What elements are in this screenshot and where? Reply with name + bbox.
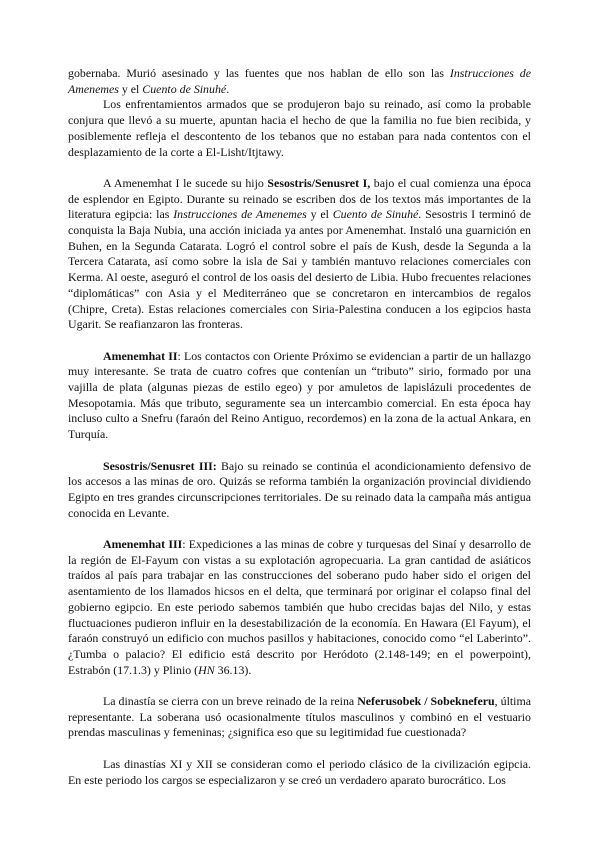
italic-title-sinuhe: Cuento de Sinuhé bbox=[142, 81, 227, 96]
italic-title-instrucciones: Instrucciones de Amenemes bbox=[173, 207, 307, 222]
document-page bbox=[68, 66, 531, 788]
italic-abbrev-hn: HN bbox=[198, 662, 215, 677]
paragraph-p2 bbox=[68, 97, 531, 160]
text-run: Las dinastías XI y XII se consideran como el periodo clásico de la civilización egipcia. En este periodo los cargos se especializaron y se creó un verdadero aparato burocrático. Los bbox=[68, 756, 531, 787]
paragraph-p7 bbox=[68, 694, 531, 741]
paragraph-p6 bbox=[68, 537, 531, 678]
paragraph-p3 bbox=[68, 176, 531, 333]
italic-title-sinuhe: Cuento de Sinuhé bbox=[332, 207, 419, 222]
text-run: y el bbox=[306, 207, 333, 222]
text-run: 36.13). bbox=[214, 662, 252, 677]
paragraph-p5 bbox=[68, 459, 531, 522]
bold-name-neferusobek: Neferusobek / Sobekneferu bbox=[357, 694, 495, 709]
text-run: La dinastía se cierra con un breve reinado de la reina bbox=[103, 694, 358, 709]
italic-title-instrucciones: Instrucciones de Amenemes bbox=[68, 66, 531, 96]
paragraph-p1 bbox=[68, 66, 531, 97]
text-run: bajo el cual comienza una época de esplendor en Egipto. Durante su reinado se escriben dos de los textos más importantes de la literatura egipcia: las bbox=[68, 175, 532, 222]
text-run: A Amenemhat I le sucede su hijo bbox=[103, 175, 268, 190]
bold-name-sesostris-i: Sesostris/Senusret I, bbox=[267, 175, 371, 190]
bold-name-amenemhat-ii: Amenemhat II bbox=[103, 348, 178, 363]
text-run: : Los contactos con Oriente Próximo se evidencian a partir de un hallazgo muy interesante. Se trata de cuatro cofres que contenían un “tributo” sirio, formado por una vajilla de plata (algunas piezas de estilo egeo) y por amuletos de lapislázuli procedentes de Mesopotamia. Más que tributo, seguramente sea un intercambio comercial. En esta época hay incluso culto a Snefru (faraón del Reino Antiguo, recordemos) en la zona de la actual Ankara, en Turquía. bbox=[68, 348, 531, 442]
bold-name-amenemhat-iii: Amenemhat III bbox=[103, 537, 183, 552]
text-run: Bajo su reinado se continúa el acondicionamiento defensivo de los accesos a las minas de oro. Quizás se reforma también la organización provincial dividiendo Egipto en tres grandes circunscripciones territoriales. De su reinado data la campaña más antigua conocida en Levante. bbox=[68, 458, 531, 520]
text-run: Los enfrentamientos armados que se produjeron bajo su reinado, así como la probable conjura que llevó a su muerte, apuntan hacia el hecho de que la familia no fue bien recibida, y posiblemente refleja el descontento de los tebanos que no estaban para nada contentos con el desplazamiento de la corte a El-Lisht/Itjtawy. bbox=[68, 97, 531, 159]
text-run: . bbox=[226, 81, 230, 96]
text-run: gobernaba. Murió asesinado y las fuentes que nos hablan de ello son las bbox=[68, 66, 450, 80]
text-run: , última representante. La soberana usó ocasionalmente títulos masculinos y combinó en el vestuario prendas masculinas y femeninas; ¿significa eso que su legitimidad fue cuestionada? bbox=[68, 694, 532, 740]
paragraph-p4 bbox=[68, 349, 531, 443]
bold-name-sesostris-iii: Sesostris/Senusret III: bbox=[103, 458, 217, 473]
text-run: . Sesostris I terminó de conquista la Baja Nubia, una acción iniciada ya antes por Amenemhat. Instaló una guarnición en Buhen, en la Segunda Catarata. Logró el control sobre el país de Kush, desde la Segunda a la Tercera Catarata, así como sobre la isla de Sai y también mantuvo relaciones comerciales con Kerma. Al oeste, aseguró el control de los oasis del desierto de Libia. Hubo frecuentes relaciones “diplomáticas” con Asia y el Mediterráneo que se concretaron en intercambios de regalos (Chipre, Creta). Estas relaciones comerciales con Siria-Palestina conducen a los egipcios hasta Ugarit. Se reafianzaron las fronteras. bbox=[68, 207, 531, 332]
text-run: : Expediciones a las minas de cobre y turquesas del Sinaí y desarrollo de la región de El-Fayum con vistas a su explotación agropecuaria. La gran cantidad de asiáticos traídos al país para trabajar en las construcciones del soberano pudo haber sido el origen del asentamiento de los llamados hicsos en el delta, que terminará por originar el colapso final del gobierno egipcio. En este periodo sabemos también que hubo crecidas bajas del Nilo, y estas fluctuaciones pudieron influir en la desestabilización de la economía. En Hawara (El Fayum), el faraón construyó un edificio con muchos pasillos y habitaciones, conocido como “el Laberinto”. ¿Tumba o palacio? El edificio está descrito por Heródoto (2.148-149; en el powerpoint), Estrabón (17.1.3) y Plinio ( bbox=[68, 537, 531, 677]
text-run: y el bbox=[118, 81, 143, 96]
paragraph-p8 bbox=[68, 757, 531, 788]
